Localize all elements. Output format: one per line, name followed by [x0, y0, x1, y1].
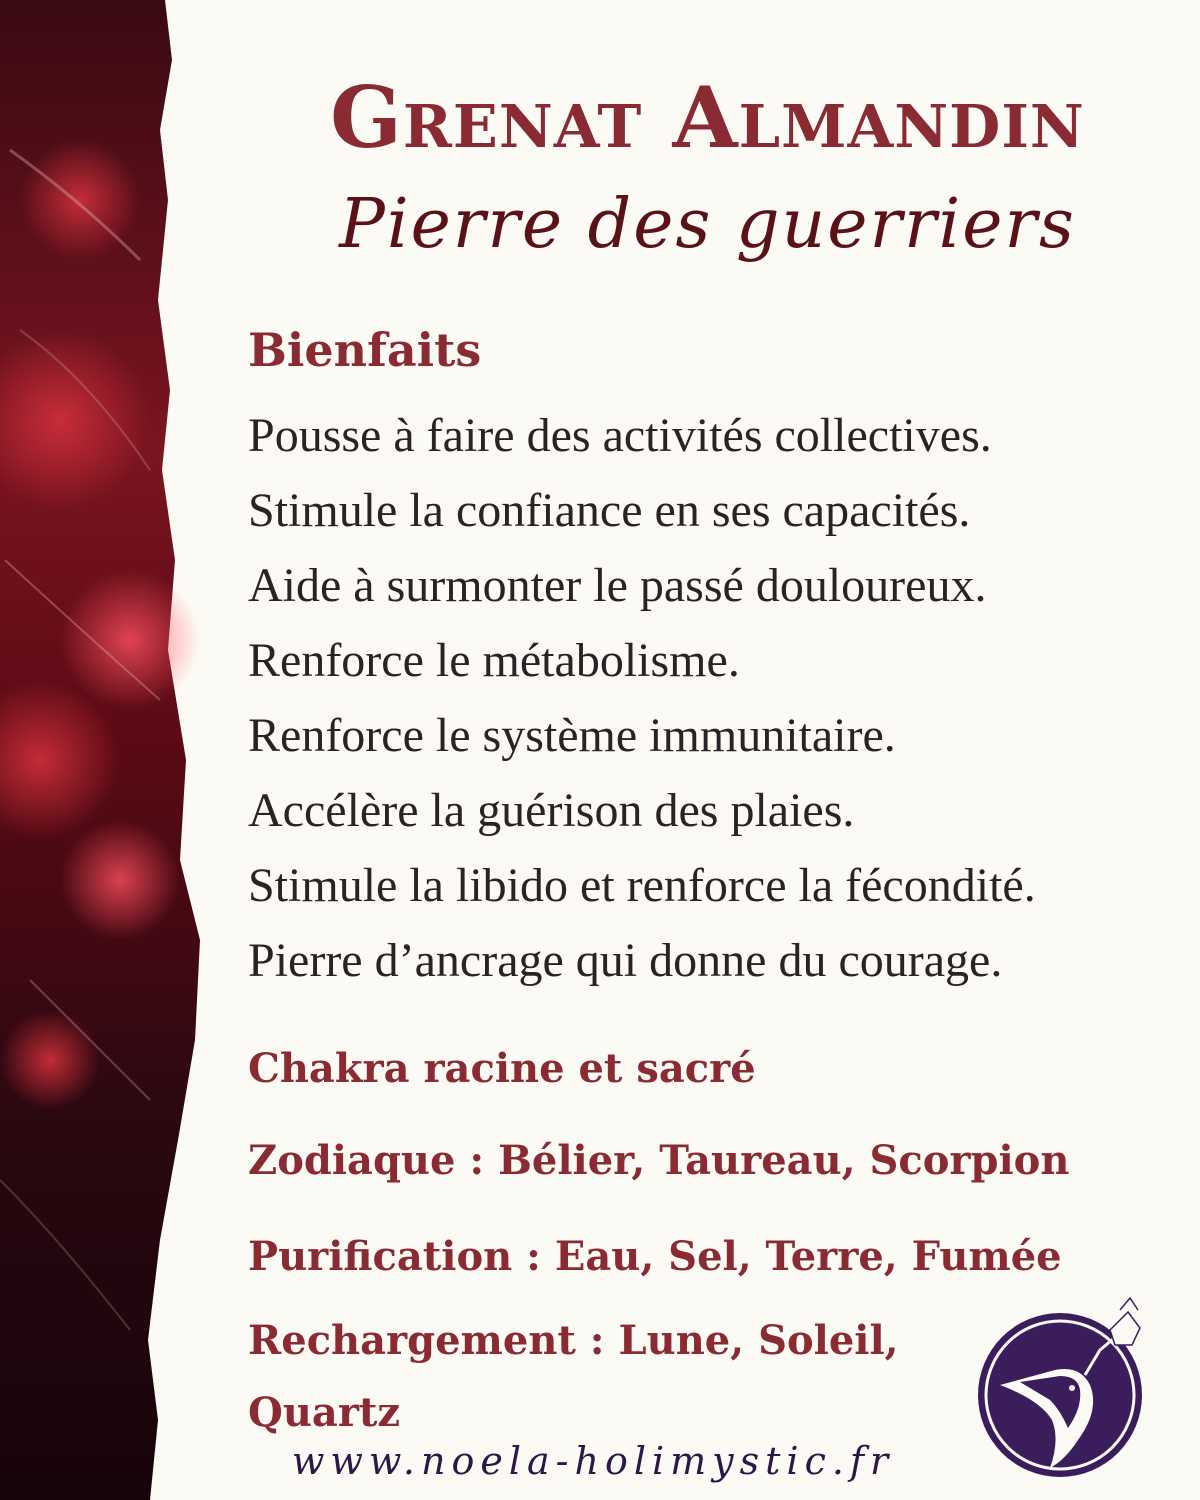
website-link[interactable]: www.noela-holimystic.fr [291, 1439, 895, 1483]
benefit-item: Renforce le système immunitaire. [248, 709, 896, 762]
benefit-item: Stimule la confiance en ses capacités. [248, 484, 971, 537]
benefit-item: Pousse à faire des activités collectives. [248, 409, 992, 462]
benefits-list [248, 398, 1036, 998]
benefit-item: Renforce le métabolisme. [248, 634, 740, 687]
benefit-item: Aide à surmonter le passé douloureux. [248, 559, 987, 612]
benefit-item: Accélère la guérison des plaies. [248, 784, 855, 837]
page-subtitle: Pierre des guerriers [339, 185, 1076, 264]
benefit-item: Pierre d’ancrage qui donne du courage. [248, 934, 1003, 987]
zodiac-info: Zodiaque : Bélier, Taureau, Scorpion [248, 1137, 1070, 1184]
benefits-heading: Bienfaits [248, 323, 482, 377]
recharge-info: Rechargement : Lune, Soleil, Quartz [248, 1317, 899, 1436]
page-title: Grenat Almandin [330, 68, 1085, 167]
bird-crystal-logo-icon [960, 1290, 1160, 1490]
benefit-item: Stimule la libido et renforce la fécondité. [248, 859, 1036, 912]
chakra-info: Chakra racine et sacré [248, 1045, 756, 1092]
purification-info: Purification : Eau, Sel, Terre, Fumée [248, 1233, 1062, 1280]
